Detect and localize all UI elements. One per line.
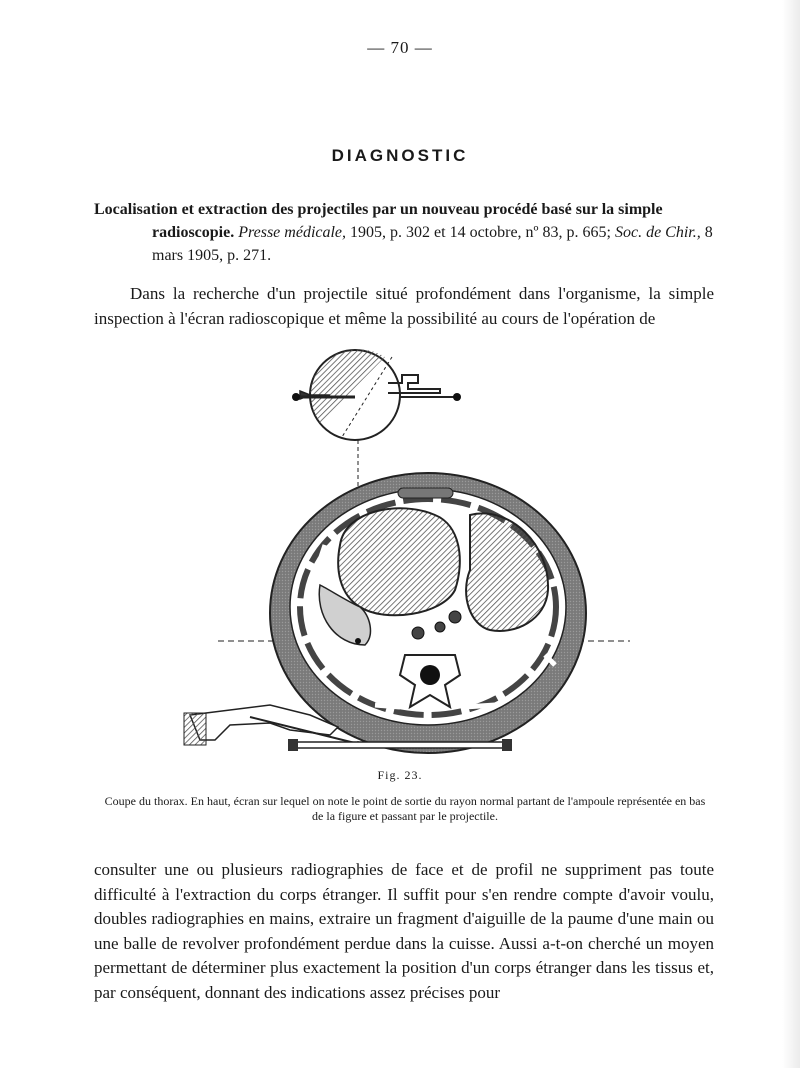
bibliography-ref-1: 1905, p. 302 et 14 octobre, nº 83, p. 665; — [346, 224, 615, 241]
paragraph-2: consulter une ou plusieurs radiographies de face et de profil ne suppriment pas toute difficulté à l'extraction du corps étranger. Il suffit pour s'en rendre compte d'avoir voulu, doubles radiographies en mains, extraire un fragment d'aiguille de la paume d'une main ou une balle de revolver profondément perdue dans la cuisse. Aussi a-t-on cherché un moyen permettant de déterminer plus exactement la position d'un corps étranger dans les tissus et, par conséquent, donnant des indications assez précises pour — [94, 860, 714, 1002]
figure-label: Fig. 23. — [377, 768, 423, 782]
bibliography-title: Localisation et extraction des projectiles par un nouveau procédé basé sur la simple radioscopie. — [94, 201, 663, 241]
thorax-section — [270, 473, 586, 753]
screen-disc — [292, 350, 461, 440]
section-title: DIAGNOSTIC — [331, 146, 469, 165]
thorax-section-figure — [170, 345, 640, 765]
bibliography-ref-2: 8 mars 1905, p. 271. — [152, 224, 713, 264]
paragraph-1: Dans la recherche d'un projectile situé profondément dans l'organisme, la simple inspection à l'écran radioscopique et même la possibilité au cours de l'opération de — [94, 284, 714, 328]
figure-caption: Coupe du thorax. En haut, écran sur lequel on note le point de sortie du rayon normal partant de l'ampoule représentée en bas de la figure et passant par le projectile. — [104, 794, 706, 823]
page-number: — 70 — — [367, 38, 433, 57]
bibliography-entry — [94, 198, 714, 267]
bibliography-journal-2: Soc. de Chir., — [614, 224, 701, 241]
bibliography-journal-1: Presse médicale, — [238, 224, 347, 241]
